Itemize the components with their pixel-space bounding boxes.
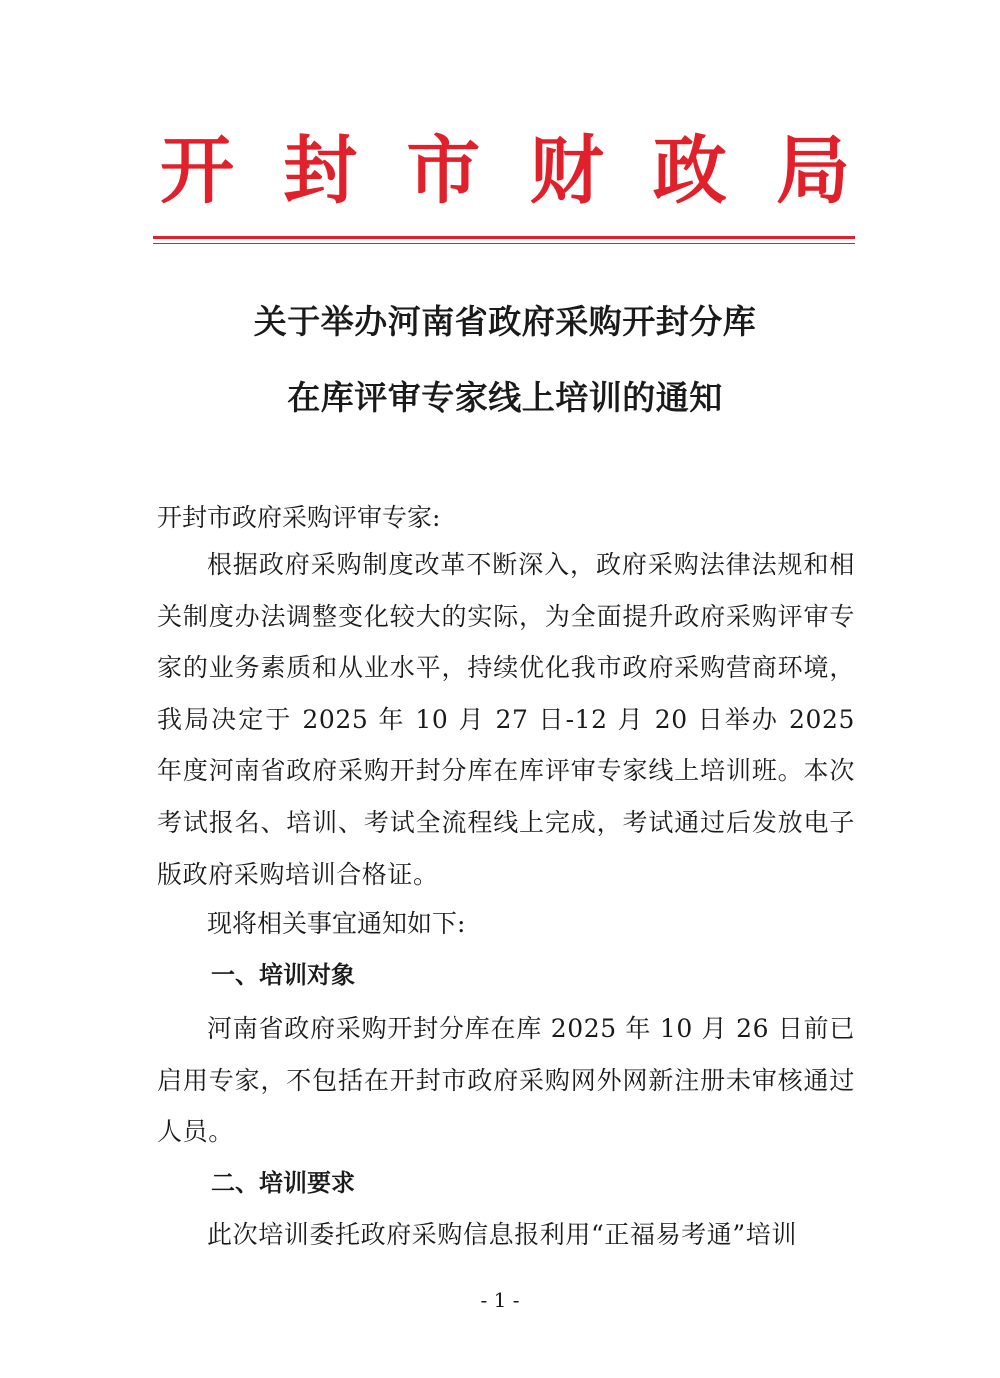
letterhead-char: 财 [529, 128, 604, 214]
page-number: - 1 - [480, 1288, 520, 1312]
section1-paragraph: 河南省政府采购开封分库在库 2025 年 10 月 26 日前已启用专家，不包括在开封市政府采购网外网新注册未审核通过人员。 [157, 1014, 855, 1147]
letterhead-org-name [160, 126, 850, 216]
section2-paragraph: 此次培训委托政府采购信息报利用“正福易考通”培训 [207, 1220, 797, 1249]
letterhead-divider-thin [153, 243, 855, 244]
letterhead-char: 开 [160, 128, 234, 214]
letterhead-char: 封 [283, 128, 358, 214]
letterhead-char: 市 [406, 128, 481, 214]
intro-paragraph: 根据政府采购制度改革不断深入，政府采购法律法规和相关制度办法调整变化较大的实际，为全面提升政府采购评审专家的业务素质和从业水平，持续优化我市政府采购营商环境，我局决定于 2025 年 10 月 27 日-12 月 20 日举办 2025 年度河南省政府采购开封分库在库评审专家线上培训班。本次考试报名、培训、考试全流程线上完成，考试通过后发放电子版政府采购培训合格证。 [157, 550, 855, 889]
salutation: 开封市政府采购评审专家: [157, 503, 441, 532]
letterhead-divider [153, 236, 855, 239]
document-title-line-2: 在库评审专家线上培训的通知 [287, 378, 723, 417]
section-heading-training-requirements: 二、培训要求 [211, 1169, 355, 1197]
letterhead-char: 政 [652, 128, 727, 214]
letterhead-char: 局 [775, 128, 850, 214]
document-title-line-1: 关于举办河南省政府采购开封分库 [253, 302, 757, 341]
notice-intro: 现将相关事宜通知如下: [207, 909, 466, 938]
section-heading-training-target: 一、培训对象 [211, 961, 355, 989]
